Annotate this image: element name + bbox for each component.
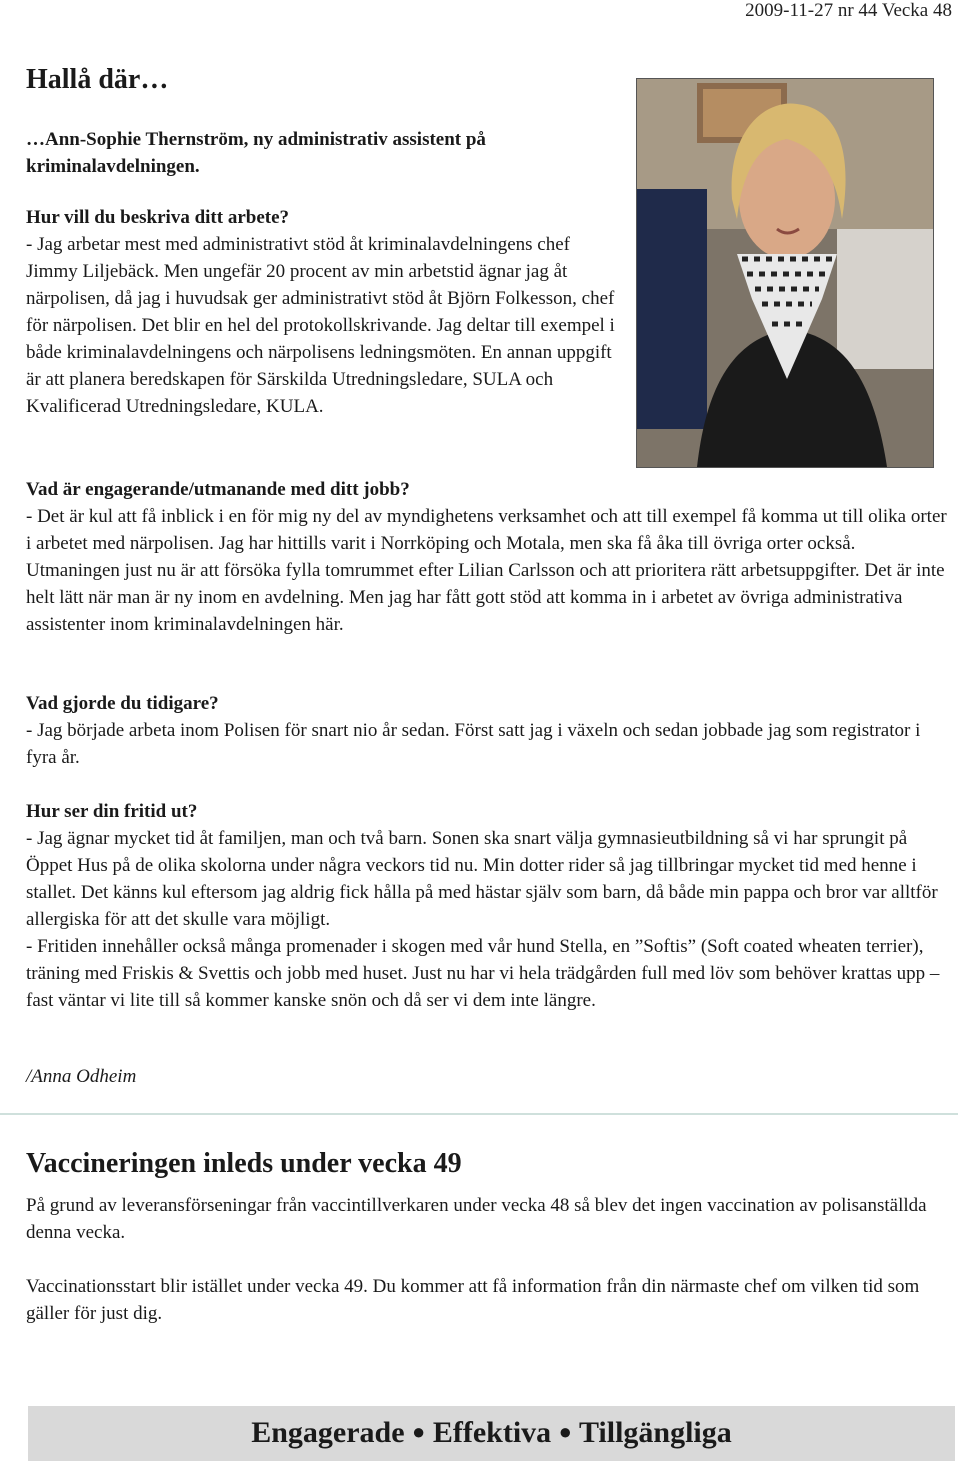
bullet-dot-icon: ● [558,1419,572,1444]
vaccine-paragraph-2: Vaccinationsstart blir istället under vecka 49. Du kommer att få information från din närmaste chef om vilken tid som gäller för just dig. [26,1276,920,1324]
answer-freetime-2: - Fritiden innehåller också många promenader i skogen med vår hund Stella, en ”Softis” (Soft coated wheaten terrier), träning med Friskis & Svettis och jobb med huset. Just nu har vi hela trädgården full med löv som behöver krattas upp – fast väntar vi lite till så kommer kanske snön och då ser vi dem inte längre. [26,936,940,1011]
answer-work: - Jag arbetar mest med administrativt stöd åt kriminalavdelningens chef Jimmy Liljebäck. Men ungefär 20 procent av min arbetstid ägnar jag åt närpolisen, då jag i huvudsak ger administrativt stöd åt Björn Folkesson, chef för närpolisen. Det blir en hel del protokollskrivande. Jag deltar till exempel i både kriminalavdelningens och närpolisens ledningsmöten. En annan uppgift är att planera beredskapen för Särskilda Utredningsledare, SULA och Kvalificerad Utredningsledare, KULA. [26,234,615,417]
slogan-word-3: Tillgängliga [578,1416,732,1449]
bullet-dot-icon: ● [412,1419,426,1444]
question-freetime: Hur ser din fritid ut? [26,801,198,822]
answer-before: - Jag började arbeta inom Polisen för snart nio år sedan. Först satt jag i växeln och sedan jobbade jag som registrator i fyra år. [26,720,921,768]
qa-engaging [26,476,952,638]
article-title: Hallå där… [26,64,169,95]
footer-slogan [28,1406,955,1461]
qa-before [26,690,952,771]
question-before: Vad gjorde du tidigare? [26,693,219,714]
question-work: Hur vill du beskriva ditt arbete? [26,207,290,228]
qa-freetime [26,798,952,1014]
author-signature: /Anna Odheim [26,1066,137,1087]
question-engaging: Vad är engagerande/utmanande med ditt jobb? [26,479,410,500]
header-date-line: 2009-11-27 nr 44 Vecka 48 [745,0,952,21]
vaccine-paragraph-1: På grund av leveransförseningar från vaccintillverkaren under vecka 48 så blev det ingen vaccination av polisanställda denna vecka. [26,1195,927,1243]
slogan-word-2: Effektiva [432,1416,552,1449]
qa-work [26,204,618,420]
vaccine-title: Vaccineringen inleds under vecka 49 [26,1148,462,1179]
answer-freetime-1: - Jag ägnar mycket tid åt familjen, man och två barn. Sonen ska snart välja gymnasieutbildning så vi har sprungit på Öppet Hus på de olika skolorna under några veckors tid nu. Min dotter rider så jag tillbringar mycket tid med henne i stallet. Det känns kul eftersom jag aldrig fick hålla på med hästar själv som barn, då både min pappa och bror var alltför allergiska för att det skulle vara möjligt. [26,828,938,930]
section-divider [0,1113,958,1115]
article-intro: …Ann-Sophie Thernström, ny administrativ assistent på kriminalavdelningen. [26,129,486,177]
portrait-photo [636,78,934,468]
answer-engaging: - Det är kul att få inblick i en för mig ny del av myndighetens verksamhet och att till exempel få komma ut till olika orter i arbetet med närpolisen. Jag har hittills varit i Norrköping och Motala, men ska få åka till övriga orter också. Utmaningen just nu är att försöka fylla tomrummet efter Lilian Carlsson och att prioritera rätt arbetsuppgifter. Det är inte helt lätt när man är ny inom en avdelning. Men jag har fått gott stöd att komma in i arbetet av övriga administrativa assistenter inom kriminalavdelningen här. [26,506,947,635]
slogan-word-1: Engagerade [251,1416,405,1449]
